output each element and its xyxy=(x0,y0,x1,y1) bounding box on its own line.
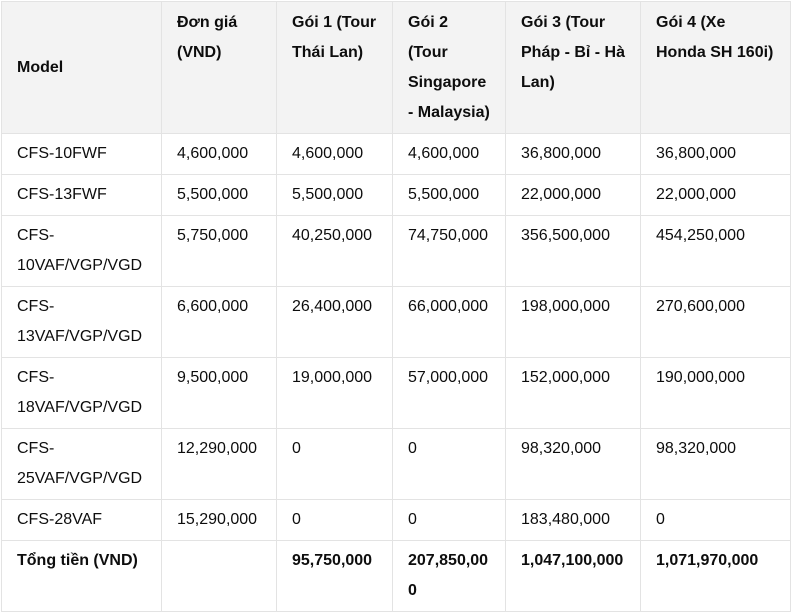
cell-model: CFS-10VAF/VGP/VGD xyxy=(2,216,162,287)
cell-unit-price: 15,290,000 xyxy=(162,500,277,541)
cell-package-2: 66,000,000 xyxy=(393,287,506,358)
cell-package-4: 190,000,000 xyxy=(641,358,791,429)
table-row xyxy=(2,216,791,287)
cell-package-3: 198,000,000 xyxy=(506,287,641,358)
header-package-4: Gói 4 (Xe Honda SH 160i) xyxy=(641,2,791,134)
table-row xyxy=(2,134,791,175)
total-package-3: 1,047,100,000 xyxy=(506,541,641,612)
total-package-4: 1,071,970,000 xyxy=(641,541,791,612)
cell-package-1: 0 xyxy=(277,429,393,500)
cell-package-1: 5,500,000 xyxy=(277,175,393,216)
cell-model: CFS-18VAF/VGP/VGD xyxy=(2,358,162,429)
cell-package-2: 74,750,000 xyxy=(393,216,506,287)
cell-package-2: 57,000,000 xyxy=(393,358,506,429)
header-package-2: Gói 2 (Tour Singapore - Malaysia) xyxy=(393,2,506,134)
table-row xyxy=(2,175,791,216)
cell-package-1: 19,000,000 xyxy=(277,358,393,429)
cell-package-3: 152,000,000 xyxy=(506,358,641,429)
cell-package-2: 0 xyxy=(393,500,506,541)
cell-package-3: 356,500,000 xyxy=(506,216,641,287)
cell-package-4: 270,600,000 xyxy=(641,287,791,358)
header-model: Model xyxy=(2,2,162,134)
cell-package-1: 40,250,000 xyxy=(277,216,393,287)
total-package-1: 95,750,000 xyxy=(277,541,393,612)
cell-package-2: 5,500,000 xyxy=(393,175,506,216)
cell-unit-price: 6,600,000 xyxy=(162,287,277,358)
total-label: Tổng tiền (VND) xyxy=(2,541,162,612)
cell-package-3: 36,800,000 xyxy=(506,134,641,175)
cell-package-4: 36,800,000 xyxy=(641,134,791,175)
header-package-1: Gói 1 (Tour Thái Lan) xyxy=(277,2,393,134)
cell-package-3: 98,320,000 xyxy=(506,429,641,500)
header-package-3: Gói 3 (Tour Pháp - Bỉ - Hà Lan) xyxy=(506,2,641,134)
header-unit-price: Đơn giá (VND) xyxy=(162,2,277,134)
cell-model: CFS-28VAF xyxy=(2,500,162,541)
cell-package-4: 0 xyxy=(641,500,791,541)
cell-unit-price: 9,500,000 xyxy=(162,358,277,429)
pricing-table xyxy=(1,1,791,612)
cell-package-4: 22,000,000 xyxy=(641,175,791,216)
table-row xyxy=(2,358,791,429)
cell-package-4: 98,320,000 xyxy=(641,429,791,500)
total-row xyxy=(2,541,791,612)
table-header-row xyxy=(2,2,791,134)
table-row xyxy=(2,500,791,541)
total-package-2: 207,850,000 xyxy=(393,541,506,612)
cell-unit-price: 5,750,000 xyxy=(162,216,277,287)
cell-package-1: 26,400,000 xyxy=(277,287,393,358)
cell-package-3: 183,480,000 xyxy=(506,500,641,541)
cell-model: CFS-25VAF/VGP/VGD xyxy=(2,429,162,500)
cell-unit-price: 5,500,000 xyxy=(162,175,277,216)
cell-model: CFS-13VAF/VGP/VGD xyxy=(2,287,162,358)
table-row xyxy=(2,287,791,358)
table-row xyxy=(2,429,791,500)
cell-model: CFS-13FWF xyxy=(2,175,162,216)
cell-package-3: 22,000,000 xyxy=(506,175,641,216)
cell-unit-price: 4,600,000 xyxy=(162,134,277,175)
cell-package-2: 0 xyxy=(393,429,506,500)
cell-package-4: 454,250,000 xyxy=(641,216,791,287)
total-unit-price xyxy=(162,541,277,612)
cell-model: CFS-10FWF xyxy=(2,134,162,175)
cell-unit-price: 12,290,000 xyxy=(162,429,277,500)
cell-package-1: 0 xyxy=(277,500,393,541)
cell-package-2: 4,600,000 xyxy=(393,134,506,175)
cell-package-1: 4,600,000 xyxy=(277,134,393,175)
